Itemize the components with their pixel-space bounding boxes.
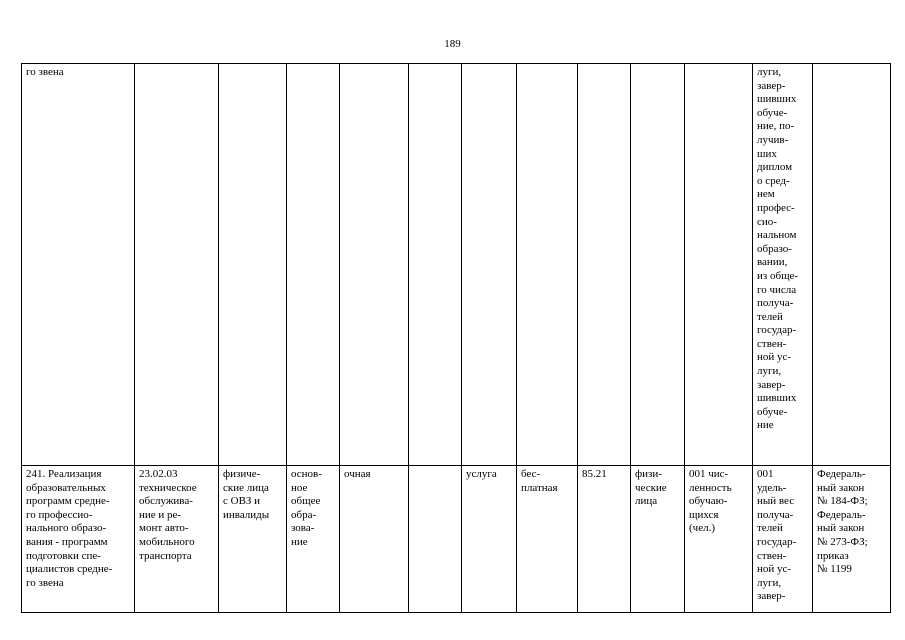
table-row [22, 64, 891, 466]
table-cell: бес- платная [517, 466, 578, 613]
services-table [21, 63, 891, 613]
table-cell [135, 64, 219, 466]
table-cell [631, 64, 685, 466]
table-cell [409, 466, 462, 613]
table-cell: 001 удель- ный вес получа- телей государ- ствен- ной ус- луги, завер- [753, 466, 813, 613]
table-cell: физи- ческие лица [631, 466, 685, 613]
table-cell: услуга [462, 466, 517, 613]
table-cell [685, 64, 753, 466]
table-cell [517, 64, 578, 466]
table-cell [462, 64, 517, 466]
table-cell: основ- ное общее обра- зова- ние [287, 466, 340, 613]
table-cell: го звена [22, 64, 135, 466]
table-cell: 241. Реализация образовательных программ средне- го профессио- нального образо- вания - программ подготовки спе- циалистов средне- го звена [22, 466, 135, 613]
table-cell: 85.21 [578, 466, 631, 613]
table-cell [287, 64, 340, 466]
table-cell [578, 64, 631, 466]
table-cell: Федераль- ный закон № 184-ФЗ; Федераль- ный закон № 273-ФЗ; приказ № 1199 [813, 466, 891, 613]
table-row [22, 466, 891, 613]
table-cell [340, 64, 409, 466]
table-cell: 001 чис- ленность обучаю- щихся (чел.) [685, 466, 753, 613]
table-cell [409, 64, 462, 466]
table-cell [813, 64, 891, 466]
table-cell: луги, завер- шивших обуче- ние, по- лучив- ших диплом о сред- нем профес- сио- нальном образо- вании, из обще- го числа получа- телей государ- ствен- ной ус- луги, завер- шивших обуче- ние [753, 64, 813, 466]
table-cell [219, 64, 287, 466]
table-cell: 23.02.03 техническое обслужива- ние и ре- монт авто- мобильного транспорта [135, 466, 219, 613]
table-cell: очная [340, 466, 409, 613]
table-cell: физиче- ские лица с ОВЗ и инвалиды [219, 466, 287, 613]
page-number: 189 [444, 38, 461, 50]
